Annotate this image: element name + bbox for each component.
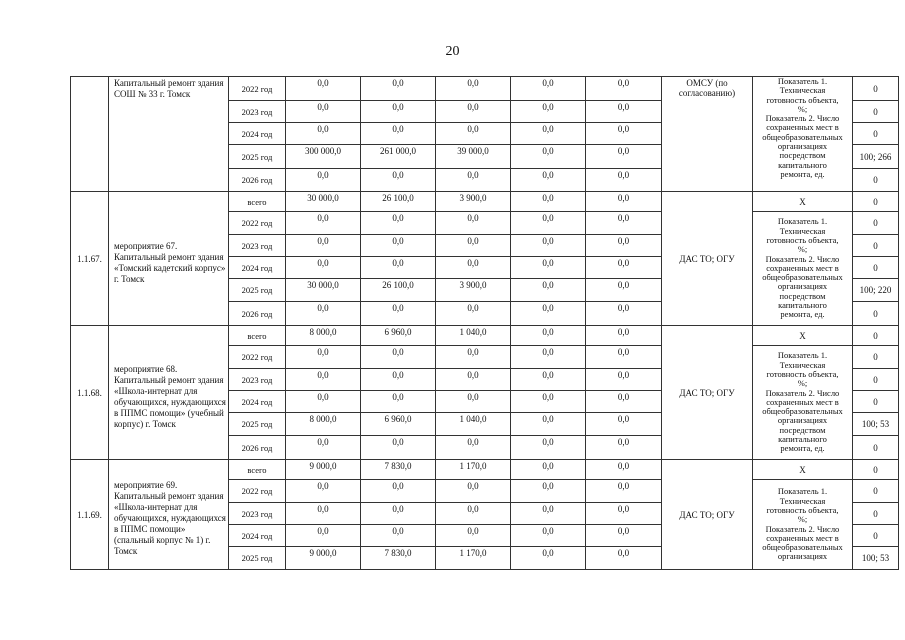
- indicator-line: общеобразовательных: [762, 406, 843, 417]
- value-cell: 1 170,0: [436, 460, 511, 480]
- value-cell: 0,0: [286, 101, 361, 123]
- value-cell: 0,0: [436, 101, 511, 123]
- value-cell: 0,0: [511, 145, 586, 169]
- responsible-executor: ДАС ТО; ОГУ: [662, 326, 753, 460]
- indicator-name-total: X: [753, 192, 853, 212]
- value-cell: 0,0: [511, 77, 586, 101]
- value-cell: 0,0: [286, 480, 361, 503]
- value-cell: 0,0: [511, 503, 586, 525]
- value-cell: 0,0: [361, 391, 436, 413]
- indicator-line: общеобразовательных: [762, 272, 843, 283]
- value-cell: 0,0: [286, 235, 361, 257]
- indicator-line: Техническая: [779, 359, 826, 370]
- value-cell: 0,0: [361, 101, 436, 123]
- value-cell: 0,0: [586, 503, 662, 525]
- indicator-line: сохраненных мест в: [766, 396, 839, 407]
- value-cell: 1 040,0: [436, 413, 511, 436]
- value-cell: 0,0: [511, 101, 586, 123]
- indicator-value: 0: [853, 101, 899, 123]
- indicator-value: 0: [853, 436, 899, 460]
- value-cell: 0,0: [436, 369, 511, 391]
- value-cell: 0,0: [511, 369, 586, 391]
- event-name: мероприятие 67. Капитальный ремонт здания «Томский кадетский корпус» г. Томск: [109, 192, 229, 326]
- value-cell: 0,0: [436, 302, 511, 326]
- value-cell: 0,0: [511, 169, 586, 192]
- value-cell: 300 000,0: [286, 145, 361, 169]
- period-cell: 2023 год: [229, 235, 286, 257]
- period-cell: 2022 год: [229, 480, 286, 503]
- indicator-value: 0: [853, 235, 899, 257]
- period-cell: 2026 год: [229, 302, 286, 326]
- indicator-value: 0: [853, 391, 899, 413]
- value-cell: 0,0: [361, 257, 436, 279]
- period-cell: 2025 год: [229, 145, 286, 169]
- indicator-value: 0: [853, 192, 899, 212]
- indicator-value: 0: [853, 480, 899, 503]
- indicator-line: %;: [797, 514, 808, 525]
- value-cell: 0,0: [586, 169, 662, 192]
- indicator-line: организациях: [777, 551, 828, 562]
- value-cell: 0,0: [286, 123, 361, 145]
- value-cell: 0,0: [436, 123, 511, 145]
- value-cell: 0,0: [436, 503, 511, 525]
- period-cell: 2026 год: [229, 169, 286, 192]
- indicator-line: капитального: [778, 159, 827, 170]
- value-cell: 0,0: [511, 480, 586, 503]
- value-cell: 0,0: [511, 123, 586, 145]
- value-cell: 0,0: [286, 169, 361, 192]
- indicator-line: ремонта, ед.: [780, 168, 825, 179]
- indicator-value: 0: [853, 369, 899, 391]
- value-cell: 0,0: [586, 391, 662, 413]
- value-cell: 0,0: [511, 547, 586, 570]
- period-cell: 2023 год: [229, 503, 286, 525]
- indicator-line: капитального: [778, 434, 827, 445]
- value-cell: 0,0: [361, 436, 436, 460]
- indicator-line: Показатель 2. Число: [765, 113, 840, 124]
- value-cell: 0,0: [586, 346, 662, 369]
- value-cell: 7 830,0: [361, 460, 436, 480]
- value-cell: 0,0: [586, 547, 662, 570]
- value-cell: 261 000,0: [361, 145, 436, 169]
- indicator-description: [753, 212, 853, 326]
- indicator-line: готовность объекта,: [766, 504, 839, 515]
- value-cell: 0,0: [436, 346, 511, 369]
- indicator-value: 0: [853, 525, 899, 547]
- event-name: мероприятие 68. Капитальный ремонт здания «Школа-интернат для обучающихся, нуждающихся в ППМС помощи» (учебный корпус) г. Томск: [109, 326, 229, 460]
- period-cell: 2026 год: [229, 436, 286, 460]
- indicator-value: 0: [853, 77, 899, 101]
- value-cell: 0,0: [511, 302, 586, 326]
- indicator-value: 100; 266: [853, 145, 899, 169]
- indicator-line: общеобразовательных: [762, 542, 843, 553]
- value-cell: 0,0: [586, 101, 662, 123]
- period-cell: 2025 год: [229, 547, 286, 570]
- period-cell: 2023 год: [229, 101, 286, 123]
- period-cell: 2024 год: [229, 391, 286, 413]
- value-cell: 8 000,0: [286, 326, 361, 346]
- value-cell: 0,0: [511, 525, 586, 547]
- value-cell: 0,0: [436, 169, 511, 192]
- value-cell: 0,0: [286, 257, 361, 279]
- period-cell: 2023 год: [229, 369, 286, 391]
- indicator-line: Техническая: [779, 85, 826, 96]
- value-cell: 3 900,0: [436, 192, 511, 212]
- indicator-line: сохраненных мест в: [766, 262, 839, 273]
- value-cell: 0,0: [586, 257, 662, 279]
- value-cell: 0,0: [436, 212, 511, 235]
- indicator-line: Показатель 2. Число: [765, 387, 840, 398]
- indicator-line: посредством: [779, 150, 826, 161]
- indicator-line: Показатель 1.: [777, 216, 828, 227]
- value-cell: 0,0: [361, 212, 436, 235]
- value-cell: 0,0: [586, 436, 662, 460]
- event-number: [71, 77, 109, 192]
- value-cell: 0,0: [361, 123, 436, 145]
- value-cell: 0,0: [436, 436, 511, 460]
- value-cell: 30 000,0: [286, 192, 361, 212]
- value-cell: 0,0: [361, 480, 436, 503]
- value-cell: 0,0: [511, 391, 586, 413]
- indicator-line: организациях: [777, 281, 828, 292]
- value-cell: 0,0: [586, 235, 662, 257]
- value-cell: 6 960,0: [361, 413, 436, 436]
- indicator-description: [753, 346, 853, 460]
- value-cell: 0,0: [361, 77, 436, 101]
- indicator-line: готовность объекта,: [766, 368, 839, 379]
- value-cell: 0,0: [286, 302, 361, 326]
- indicator-value: 0: [853, 346, 899, 369]
- value-cell: 0,0: [286, 391, 361, 413]
- indicator-name-total: X: [753, 460, 853, 480]
- value-cell: 0,0: [361, 369, 436, 391]
- value-cell: 0,0: [286, 346, 361, 369]
- event-number: 1.1.69.: [71, 460, 109, 570]
- indicator-line: готовность объекта,: [766, 94, 839, 105]
- value-cell: 0,0: [511, 279, 586, 302]
- value-cell: 0,0: [586, 212, 662, 235]
- value-cell: 0,0: [436, 77, 511, 101]
- indicator-line: организациях: [777, 141, 828, 152]
- value-cell: 0,0: [361, 235, 436, 257]
- event-name: мероприятие 69. Капитальный ремонт здания «Школа-интернат для обучающихся, нуждающихся в ППМС помощи» (спальный корпус № 1) г. Томск: [109, 460, 229, 570]
- value-cell: 0,0: [436, 525, 511, 547]
- indicator-value: 100; 53: [853, 547, 899, 570]
- value-cell: 0,0: [436, 480, 511, 503]
- indicator-line: капитального: [778, 300, 827, 311]
- value-cell: 1 040,0: [436, 326, 511, 346]
- value-cell: 3 900,0: [436, 279, 511, 302]
- value-cell: 0,0: [436, 257, 511, 279]
- indicator-line: ремонта, ед.: [780, 309, 825, 320]
- value-cell: 0,0: [511, 326, 586, 346]
- indicator-line: Показатель 2. Число: [765, 523, 840, 534]
- period-cell: 2024 год: [229, 257, 286, 279]
- period-cell: всего: [229, 192, 286, 212]
- value-cell: 0,0: [286, 525, 361, 547]
- value-cell: 0,0: [511, 436, 586, 460]
- value-cell: 0,0: [511, 235, 586, 257]
- value-cell: 26 100,0: [361, 279, 436, 302]
- value-cell: 0,0: [586, 192, 662, 212]
- period-cell: 2022 год: [229, 77, 286, 101]
- indicator-description: [753, 480, 853, 570]
- value-cell: 0,0: [586, 145, 662, 169]
- value-cell: 0,0: [511, 212, 586, 235]
- indicator-line: посредством: [779, 290, 826, 301]
- indicator-line: Показатель 2. Число: [765, 253, 840, 264]
- value-cell: 0,0: [586, 77, 662, 101]
- indicator-line: Техническая: [779, 225, 826, 236]
- indicator-line: %;: [797, 378, 808, 389]
- event-number: 1.1.68.: [71, 326, 109, 460]
- value-cell: 0,0: [586, 302, 662, 326]
- indicator-value: 0: [853, 302, 899, 326]
- indicator-line: посредством: [779, 424, 826, 435]
- value-cell: 0,0: [586, 279, 662, 302]
- value-cell: 0,0: [286, 77, 361, 101]
- value-cell: 8 000,0: [286, 413, 361, 436]
- period-cell: 2025 год: [229, 279, 286, 302]
- value-cell: 0,0: [586, 525, 662, 547]
- table-row: [71, 460, 899, 480]
- responsible-executor: ДАС ТО; ОГУ: [662, 460, 753, 570]
- event-name: Капитальный ремонт здания СОШ № 33 г. Томск: [109, 77, 229, 192]
- indicator-line: %;: [797, 244, 808, 255]
- indicator-line: Техническая: [779, 495, 826, 506]
- indicator-value: 0: [853, 503, 899, 525]
- indicator-value: 0: [853, 123, 899, 145]
- indicator-line: Показатель 1.: [777, 486, 828, 497]
- value-cell: 1 170,0: [436, 547, 511, 570]
- value-cell: 0,0: [361, 525, 436, 547]
- value-cell: 7 830,0: [361, 547, 436, 570]
- indicator-value: 0: [853, 257, 899, 279]
- indicator-line: сохраненных мест в: [766, 532, 839, 543]
- period-cell: всего: [229, 326, 286, 346]
- value-cell: 0,0: [511, 257, 586, 279]
- table-row: [71, 192, 899, 212]
- indicator-line: %;: [797, 103, 808, 114]
- indicator-line: Показатель 1.: [777, 350, 828, 361]
- period-cell: 2024 год: [229, 123, 286, 145]
- indicator-description: [753, 77, 853, 192]
- period-cell: 2022 год: [229, 212, 286, 235]
- period-cell: 2024 год: [229, 525, 286, 547]
- value-cell: 0,0: [286, 436, 361, 460]
- value-cell: 0,0: [586, 369, 662, 391]
- value-cell: 6 960,0: [361, 326, 436, 346]
- value-cell: 0,0: [511, 192, 586, 212]
- value-cell: 0,0: [436, 391, 511, 413]
- indicator-value: 0: [853, 460, 899, 480]
- value-cell: 0,0: [511, 460, 586, 480]
- value-cell: 0,0: [511, 413, 586, 436]
- indicator-line: ремонта, ед.: [780, 443, 825, 454]
- value-cell: 9 000,0: [286, 547, 361, 570]
- responsible-executor: ОМСУ (по согласованию): [662, 77, 753, 192]
- value-cell: 0,0: [361, 503, 436, 525]
- value-cell: 0,0: [361, 169, 436, 192]
- table-row: [71, 77, 899, 101]
- value-cell: 0,0: [586, 480, 662, 503]
- period-cell: 2022 год: [229, 346, 286, 369]
- value-cell: 0,0: [286, 503, 361, 525]
- value-cell: 26 100,0: [361, 192, 436, 212]
- indicator-value: 100; 53: [853, 413, 899, 436]
- indicator-line: Показатель 1.: [777, 76, 828, 86]
- value-cell: 0,0: [586, 326, 662, 346]
- budget-table: [70, 76, 899, 570]
- value-cell: 0,0: [286, 212, 361, 235]
- value-cell: 0,0: [361, 346, 436, 369]
- value-cell: 0,0: [286, 369, 361, 391]
- responsible-executor: ДАС ТО; ОГУ: [662, 192, 753, 326]
- table-row: [71, 326, 899, 346]
- value-cell: 0,0: [586, 413, 662, 436]
- indicator-line: готовность объекта,: [766, 234, 839, 245]
- event-number: 1.1.67.: [71, 192, 109, 326]
- indicator-line: сохраненных мест в: [766, 122, 839, 133]
- indicator-line: общеобразовательных: [762, 131, 843, 142]
- indicator-line: организациях: [777, 415, 828, 426]
- indicator-value: 0: [853, 169, 899, 192]
- period-cell: 2025 год: [229, 413, 286, 436]
- period-cell: всего: [229, 460, 286, 480]
- value-cell: 30 000,0: [286, 279, 361, 302]
- page-number: 20: [445, 44, 460, 59]
- value-cell: 39 000,0: [436, 145, 511, 169]
- value-cell: 0,0: [586, 460, 662, 480]
- value-cell: 0,0: [586, 123, 662, 145]
- indicator-name-total: X: [753, 326, 853, 346]
- value-cell: 0,0: [436, 235, 511, 257]
- value-cell: 9 000,0: [286, 460, 361, 480]
- indicator-value: 0: [853, 212, 899, 235]
- value-cell: 0,0: [511, 346, 586, 369]
- indicator-value: 0: [853, 326, 899, 346]
- value-cell: 0,0: [361, 302, 436, 326]
- indicator-value: 100; 220: [853, 279, 899, 302]
